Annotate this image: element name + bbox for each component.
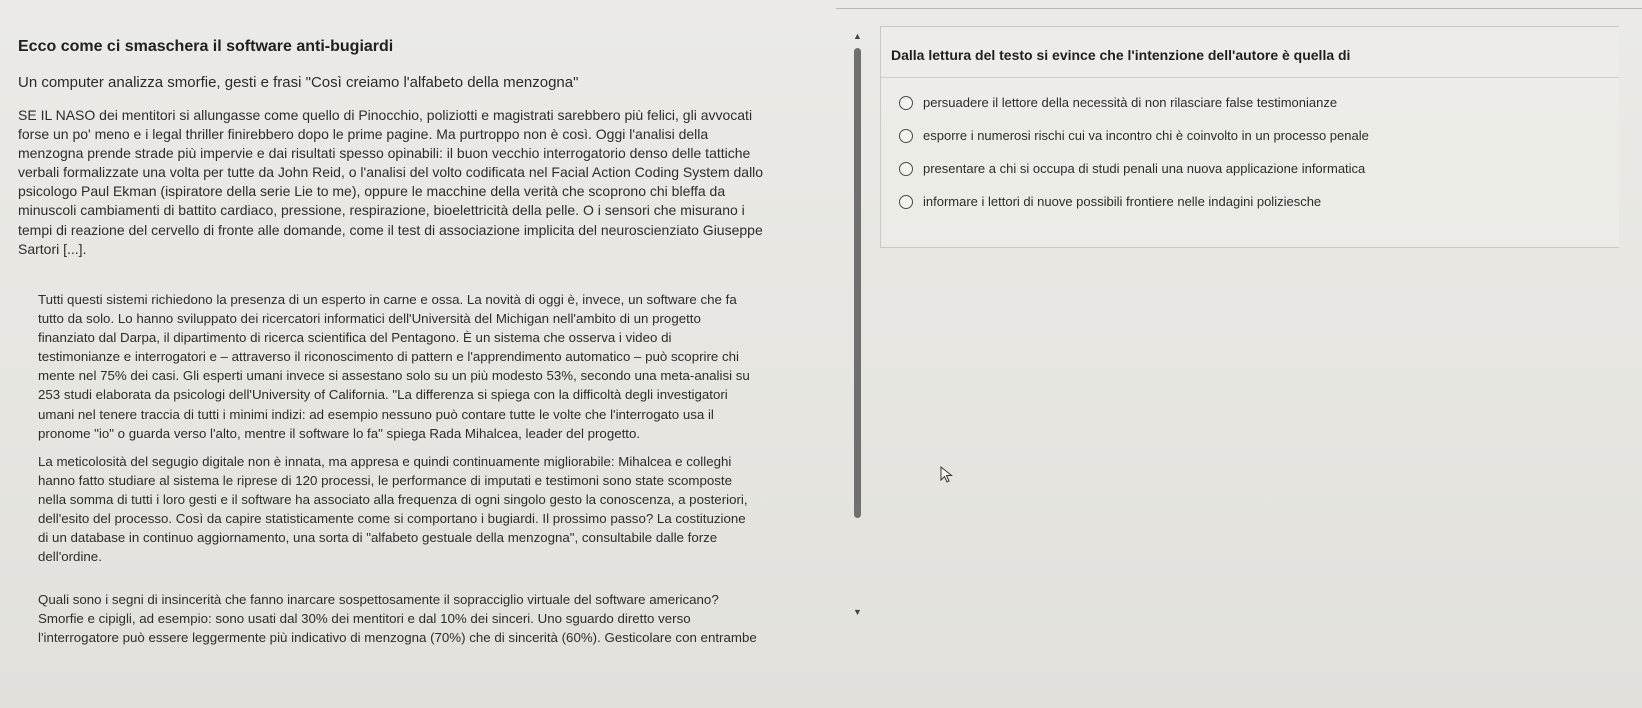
answer-option-c[interactable] <box>899 152 1369 185</box>
text-line: dell'ordine. <box>38 549 102 565</box>
question-divider <box>881 77 1619 78</box>
text-line: pronome "io" o guarda verso l'alto, mentre il software lo fa" spiega Rada Mihalcea, leader del progetto. <box>38 425 641 441</box>
paragraph-2 <box>38 290 838 443</box>
article-title: Ecco come ci smaschera il software anti-bugiardi <box>18 38 394 55</box>
option-label: informare i lettori di nuove possibili frontiere nelle indagini poliziesche <box>923 194 1322 209</box>
text-line: SE IL NASO dei mentitori si allungasse come quello di Pinocchio, poliziotti e magistrati sarebbero più felici, gli avvocati <box>18 107 753 123</box>
answer-options <box>899 86 1369 218</box>
text-line: di un database in continuo aggiornamento, una sorta di "alfabeto gestuale della menzogna", consultabile dalle forze <box>38 530 718 546</box>
text-line: nella somma di tutti i loro gesti e il software ha associato alla frequenza di ogni singolo gesto la conoscenza, a posteriori, <box>38 492 748 508</box>
radio-button[interactable] <box>899 96 913 110</box>
text-line: verbali formalizzate una volta per tutte da John Reid, o l'analisi del volto codificata nel Facial Action Coding System dallo <box>18 164 764 181</box>
text-line: tempi di reazione del cervello di fronte alle domande, come il test di associazione implicita del neuroscienziato Giuseppe <box>18 221 763 238</box>
text-line: hanno fatto studiare al sistema le riprese di 120 processi, le performance di imputati e testimoni sono state scomposte <box>38 473 733 489</box>
top-divider <box>836 8 1642 9</box>
answer-option-b[interactable] <box>899 119 1369 152</box>
text-line: menzogna prende strade più impervie e dai risultati spesso opinabili: il buon vecchio interrogatorio denso delle tattiche <box>18 145 751 162</box>
text-line: mente nel 75% dei casi. Gli esperti umani invece si assestano solo su un più modesto 53%, secondo una meta-analisi su <box>38 368 750 384</box>
radio-button[interactable] <box>899 162 913 176</box>
radio-button[interactable] <box>899 129 913 143</box>
text-line: Tutti questi sistemi richiedono la presenza di un esperto in carne e ossa. La novità di oggi è, invece, un software che fa <box>38 292 737 307</box>
text-line: Quali sono i segni di insincerità che fanno inarcare sospettosamente il sopracciglio virtuale del software americano? <box>38 592 719 607</box>
scroll-thumb[interactable] <box>854 48 861 518</box>
text-line: La meticolosità del segugio digitale non è innata, ma appresa e quindi continuamente migliorabile: Mihalcea e colleghi <box>38 454 732 469</box>
text-line: tutto da solo. Lo hanno sviluppato dei ricercatori informatici dell'Università del Michigan nell'ambito di un progetto <box>38 311 701 327</box>
text-line: dell'esito del processo. Così da capire statisticamente come si comportano i bugiardi. Il prossimo passo? La costituzione <box>38 511 746 527</box>
scroll-down-arrow-icon[interactable]: ▼ <box>853 607 862 617</box>
text-line: l'interrogatore può essere leggermente più indicativo di menzogna (70%) che di sincerità (60%). Gesticolare con entrambe <box>38 630 757 646</box>
question-panel <box>880 26 1619 248</box>
paragraph-1 <box>18 106 838 259</box>
scroll-up-arrow-icon[interactable]: ▲ <box>853 31 862 41</box>
text-line: forse un po' meno e i legal thriller finirebbero dopo le prime pagine. Ma purtroppo non è così. Oggi l'analisi della <box>18 126 709 143</box>
passage-scrollbar[interactable] <box>851 30 864 618</box>
text-line: 253 studi elaborata da psicologi dell'University of California. "La differenza si spiega con la difficoltà degli investigatori <box>38 387 728 403</box>
text-line: psicologo Paul Ekman (ispiratore della serie Lie to me), oppure le macchine della verità che scoprono chi bleffa da <box>18 183 726 200</box>
text-line: Smorfie e cipigli, ad esempio: sono usati dal 30% dei mentitori e dal 10% dei sinceri. Uno sguardo diretto verso <box>38 611 691 627</box>
paragraph-3 <box>38 452 838 567</box>
text-line: umani nel tenere traccia di tutti i minimi indizi: ad esempio nessuno può contare tutte le volte che l'interrogato usa il <box>38 406 714 422</box>
option-label: presentare a chi si occupa di studi penali una nuova applicazione informatica <box>923 161 1366 176</box>
answer-option-d[interactable] <box>899 185 1369 218</box>
text-line: Sartori [...]. <box>18 240 87 257</box>
paragraph-4 <box>38 590 838 647</box>
option-label: esporre i numerosi rischi cui va incontro chi è coinvolto in un processo penale <box>923 128 1369 143</box>
reading-passage[interactable] <box>8 34 833 646</box>
answer-option-a[interactable] <box>899 86 1369 119</box>
mouse-pointer-icon <box>940 466 954 484</box>
radio-button[interactable] <box>899 195 913 209</box>
question-prompt: Dalla lettura del testo si evince che l'intenzione dell'autore è quella di <box>891 47 1351 63</box>
text-line: testimonianze e interrogatori e – attraverso il riconoscimento di pattern e l'apprendimento automatico – può scoprire chi <box>38 349 739 365</box>
option-label: persuadere il lettore della necessità di non rilasciare false testimonianze <box>923 95 1338 110</box>
text-line: finanziato dal Darpa, il dipartimento di ricerca scientifica del Pentagono. È un sistema che osserva i video di <box>38 330 672 346</box>
article-subtitle: Un computer analizza smorfie, gesti e frasi "Così creiamo l'alfabeto della menzogna" <box>18 74 579 91</box>
text-line: minuscoli cambiamenti di battito cardiaco, pressione, respirazione, bioelettricità della pelle. O i sensori che misurano i <box>18 202 745 219</box>
